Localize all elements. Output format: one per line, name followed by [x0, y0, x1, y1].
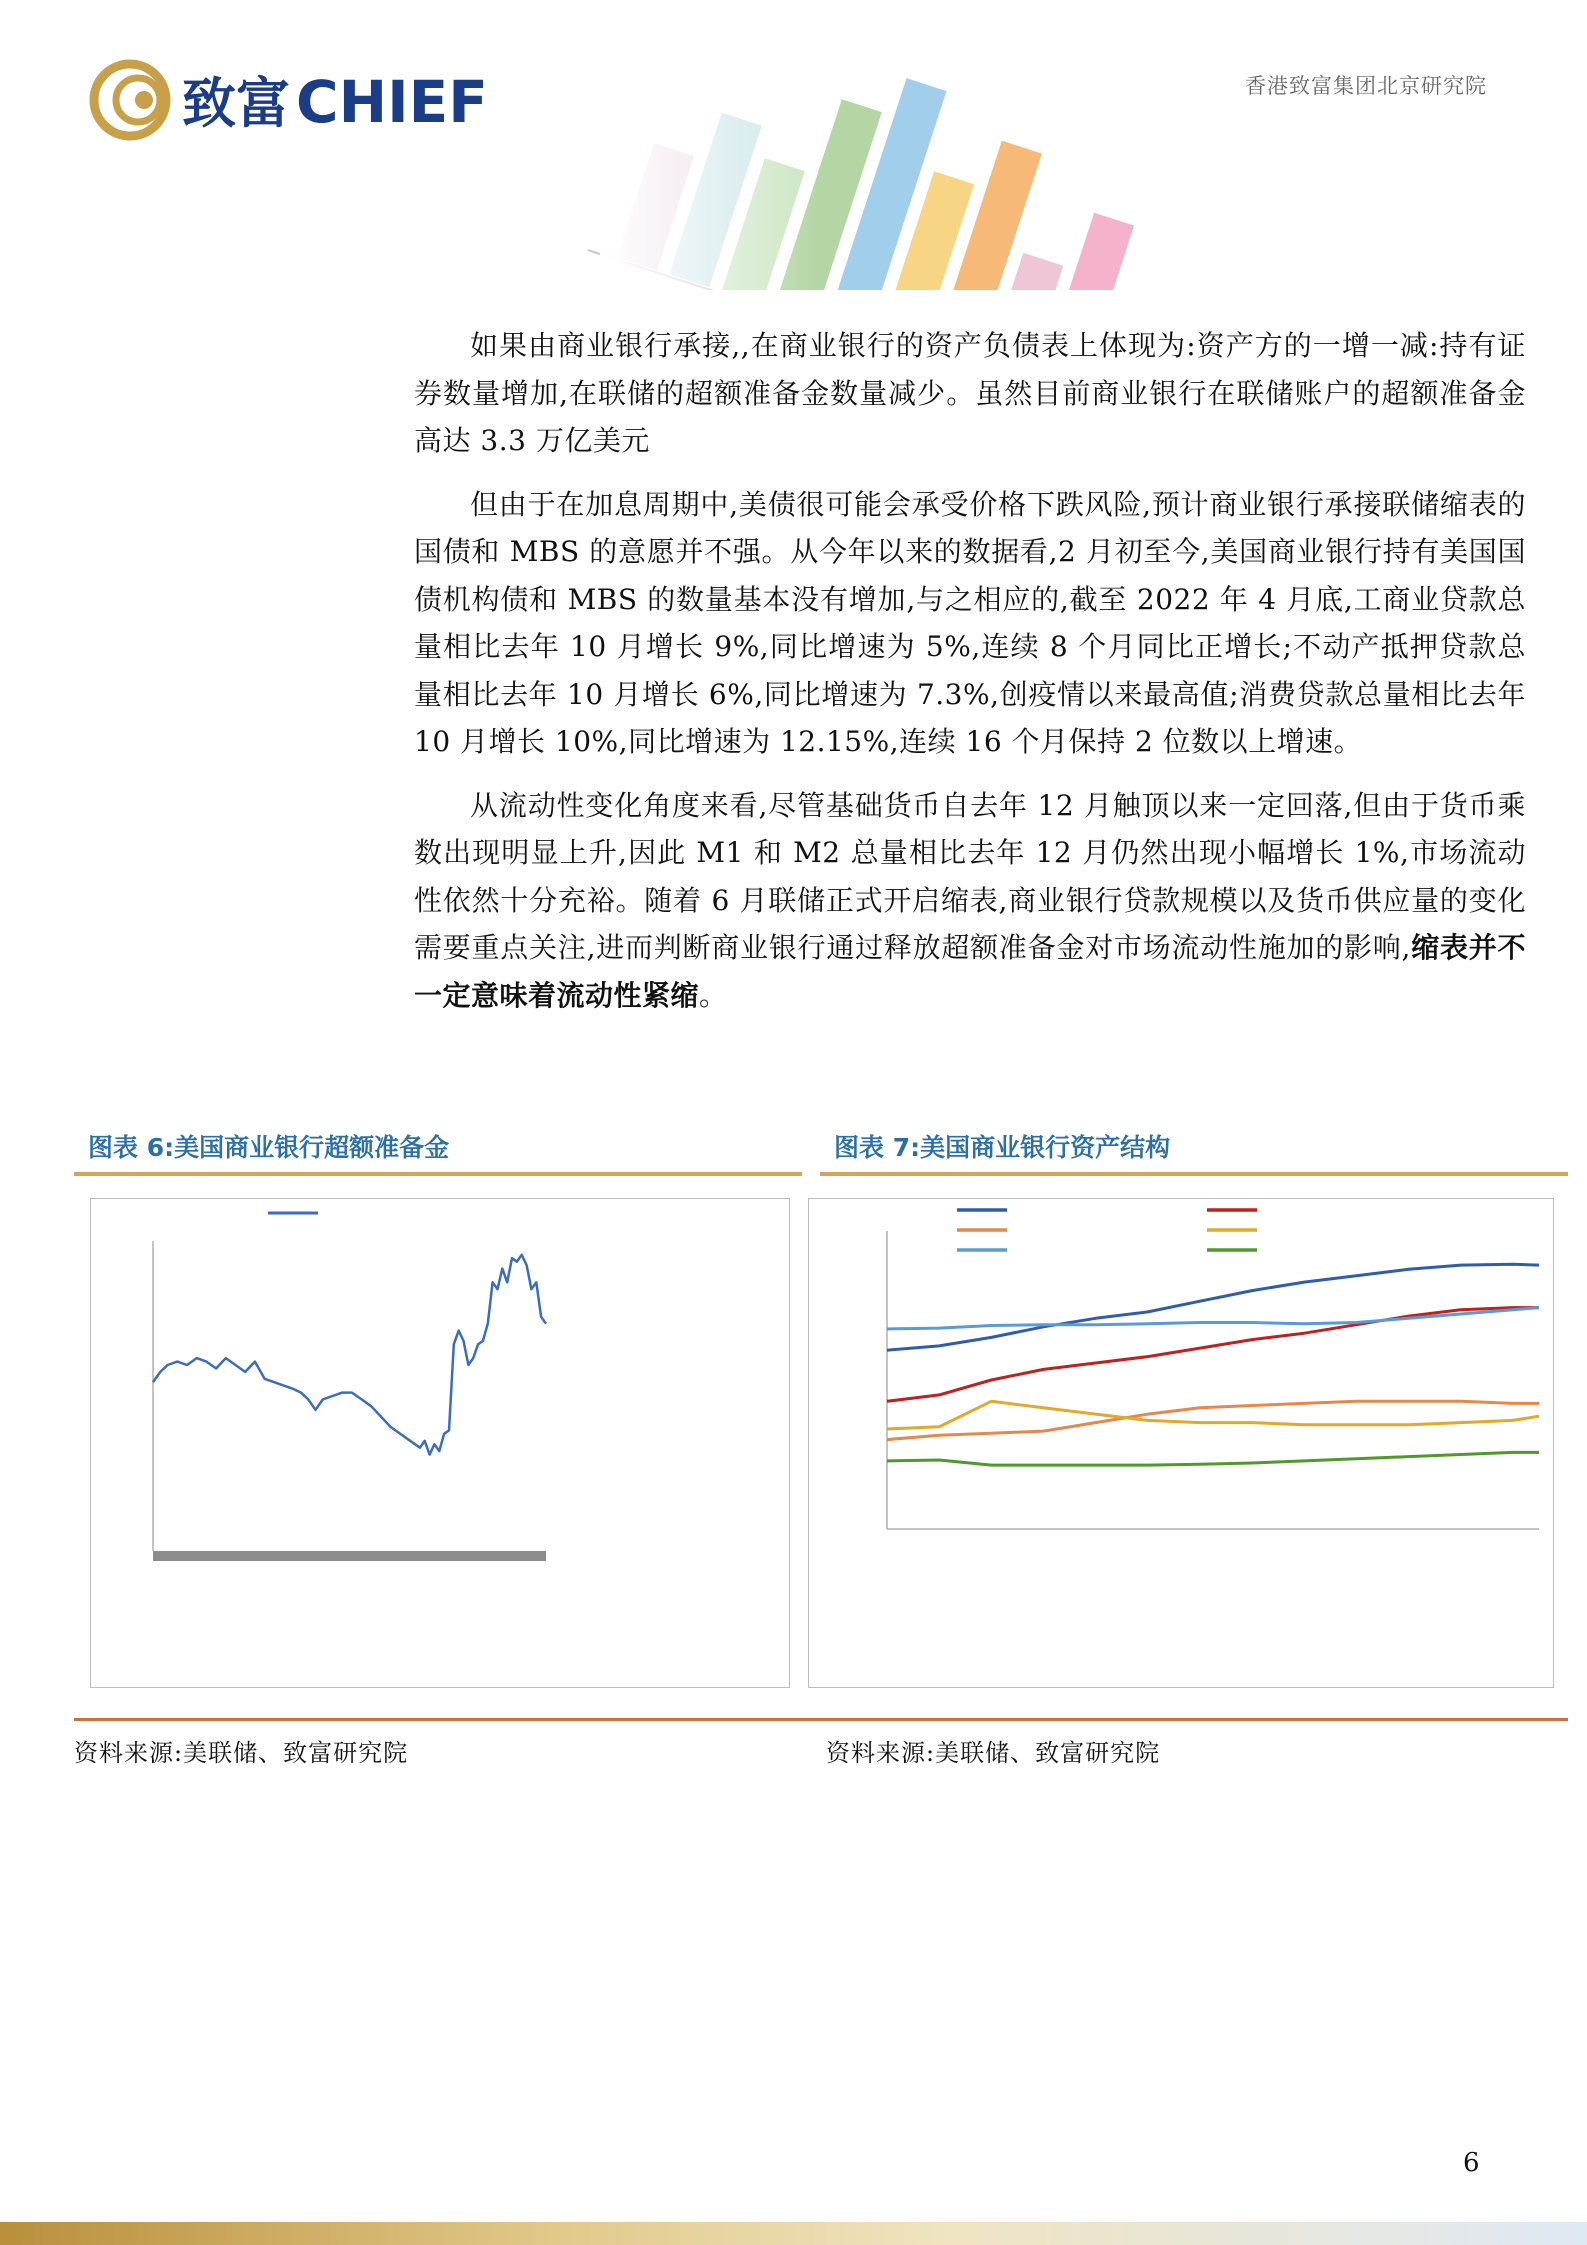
chart6-series-line — [153, 1255, 546, 1455]
chart7-series-line — [887, 1401, 1539, 1439]
figure-6-source: 资料来源:美联储、致富研究院 — [74, 1739, 409, 1767]
source-rule — [74, 1718, 1568, 1721]
chart7-series-line — [887, 1452, 1539, 1465]
chart6-axis-floor — [153, 1551, 546, 1561]
chief-logo — [88, 58, 608, 148]
paragraph-3 — [414, 782, 1526, 1020]
figure-7-rule — [820, 1172, 1568, 1176]
figure-7-source: 资料来源:美联储、致富研究院 — [826, 1739, 1161, 1767]
paragraph-2: 但由于在加息周期中,美债很可能会承受价格下跌风险,预计商业银行承接联储缩表的国债和 MBS 的意愿并不强。从今年以来的数据看,2 月初至今,美国商业银行持有美国国债机构债和 MBS 的数量基本没有增加,与之相应的,截至 2022 年 4 月底,工商业贷款总量相比去年 10 月增长 9%,同比增速为 5%,连续 8 个月同比正增长;不动产抵押贷款总量相比去年 10 月增长 6%,同比增速为 7.3%,创疫情以来最高值;消费贷款总量相比去年 10 月增长 10%,同比增速为 12.15%,连续 16 个月保持 2 位数以上增速。 — [414, 487, 1526, 758]
paragraph-3-emphasis: 缩表并不一定意味着流动性紧缩 — [414, 931, 1526, 1012]
chart7-series-line — [887, 1264, 1539, 1350]
logo-brand-cn: 致富 — [182, 72, 290, 135]
figure-6-rule — [74, 1172, 802, 1176]
paragraph-3-text: 从流动性变化角度来看,尽管基础货币自去年 12 月触顶以来一定回落,但由于货币乘数出现明显上升,因此 M1 和 M2 总量相比去年 12 月仍然出现小幅增长 1%,市场流动性依然十分充裕。随着 6 月联储正式开启缩表,商业银行贷款规模以及货币供应量的变化需要重点关注,进而判断商业银行通过释放超额准备金对市场流动性施加的影响, — [414, 788, 1526, 964]
excess-reserves-chart — [91, 1199, 789, 1687]
body-text — [414, 322, 1526, 1035]
figure-6-title: 图表 6:美国商业银行超额准备金 — [88, 1133, 450, 1162]
figure-6-chart-box — [90, 1198, 790, 1688]
page-header — [0, 0, 1587, 290]
logo-brand-en: CHIEF — [296, 68, 488, 136]
figure-7-chart-box — [808, 1198, 1554, 1688]
figure-7-title: 图表 7:美国商业银行资产结构 — [834, 1133, 1171, 1162]
bank-asset-structure-chart — [809, 1199, 1553, 1687]
paragraph-1: 如果由商业银行承接,,在商业银行的资产负债表上体现为:资产方的一增一减:持有证券数量增加,在联储的超额准备金数量减少。虽然目前商业银行在联储账户的超额准备金高达 3.3 万亿美元 — [414, 329, 1526, 457]
paragraph-3-end: 。 — [699, 978, 728, 1012]
page-number: 6 — [1463, 2148, 1480, 2178]
footer-band — [0, 2222, 1587, 2245]
institute-name: 香港致富集团北京研究院 — [1245, 74, 1487, 98]
chart7-series-line — [887, 1401, 1539, 1429]
